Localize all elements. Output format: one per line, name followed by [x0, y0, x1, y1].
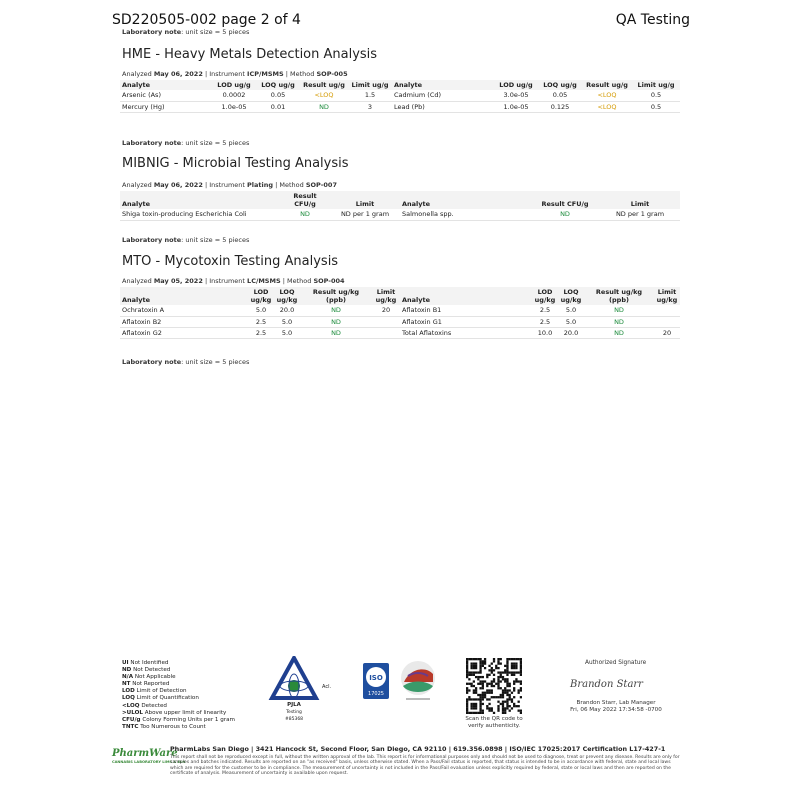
hme-analyzed-label: Analyzed [122, 70, 152, 78]
legend-item: CFU/g Colony Forming Units per 1 gram [122, 716, 235, 723]
mibnig-method: SOP-007 [305, 181, 337, 189]
lab-note-text: : unit size = 5 pieces [181, 358, 250, 366]
table-cell: 2.5 [255, 317, 267, 326]
table-cell: Ochratoxin A [122, 306, 165, 315]
mto-analyzed [122, 277, 345, 285]
pharmware-logo [112, 748, 186, 778]
table-row [120, 209, 680, 220]
legend-item: >ULOL Above upper limit of linearity [122, 709, 227, 716]
mibnig-header-row [120, 191, 680, 209]
table-header: LOQ ug/kg [276, 288, 298, 304]
table-cell: 1.5 [364, 91, 376, 100]
table-header: Analyte [394, 81, 423, 89]
table-row [120, 90, 680, 101]
lab-note-text: : unit size = 5 pieces [181, 139, 250, 147]
mto-method: SOP-004 [313, 277, 345, 285]
iso-badge [362, 662, 390, 700]
result-cell: ND [331, 317, 341, 326]
mto-analyzed-date: May 05, 2022 [153, 277, 203, 285]
pjla-logo [268, 656, 348, 724]
table-cell: 3 [367, 102, 373, 111]
mibnig-instrument: Plating [247, 181, 274, 189]
table-cell: 5.0 [565, 306, 577, 315]
table-header: Limit ug/g [637, 81, 675, 89]
table-header: Result ug/kg (ppb) [312, 288, 360, 304]
table-cell: 1.0e-05 [503, 102, 529, 111]
lab-note-label: Laboratory note [122, 28, 182, 36]
table-header: LOD ug/kg [534, 288, 556, 304]
table-header: Analyte [122, 200, 151, 208]
table-cell: 0.125 [550, 102, 570, 111]
table-cell: 0.05 [552, 91, 568, 100]
hme-method-label: | Method [285, 70, 315, 78]
table-cell: 5.0 [281, 317, 293, 326]
mibnig-analyzed-date: May 06, 2022 [153, 181, 203, 189]
legend-item: TNTC Too Numerous to Count [122, 723, 206, 730]
mibnig-method-label: | Method [275, 181, 304, 189]
signature-image: Brandon Starr [570, 679, 643, 690]
legend-item: <LOQ Detected [122, 702, 167, 709]
lab-note-text: : unit size = 5 pieces [181, 236, 250, 244]
table-cell: Aflatoxin G2 [122, 328, 162, 337]
iso-number: 17025 [368, 691, 384, 697]
legend-item: LOQ Limit of Quantification [122, 695, 199, 702]
table-header: Limit [630, 200, 650, 208]
result-cell: <LOQ [597, 91, 617, 100]
table-cell: 0.0002 [222, 91, 246, 100]
table-header: Result CFU/g [541, 200, 589, 208]
table-cell: ND per 1 gram [340, 210, 390, 219]
table-cell: 3.0e-05 [503, 91, 529, 100]
signature-label: Authorized Signature [585, 660, 647, 666]
table-cell [654, 316, 680, 327]
lab-note-label: Laboratory note [122, 236, 182, 244]
hme-table [120, 80, 680, 113]
table-cell: Salmonella spp. [402, 210, 454, 219]
table-cell: 10.0 [537, 328, 553, 337]
table-header: Analyte [122, 296, 151, 304]
mibnig-title: MIBNIG - Microbial Testing Analysis [122, 156, 349, 171]
mto-method-label: | Method [282, 277, 312, 285]
table-cell: ND per 1 gram [615, 210, 665, 219]
table-cell: Aflatoxin B2 [122, 317, 162, 326]
table-cell: 2.5 [255, 328, 267, 337]
hme-analyzed-date: May 06, 2022 [153, 70, 203, 78]
abbreviation-legend [122, 660, 247, 731]
table-cell: 5.0 [565, 317, 577, 326]
table-cell [372, 316, 400, 327]
table-row [120, 305, 680, 316]
table-cell: Aflatoxin B1 [402, 306, 442, 315]
signer-title: Brandon Starr, Lab Manager [576, 700, 656, 706]
table-header: LOD ug/g [217, 81, 251, 89]
table-cell: Cadmium (Cd) [394, 91, 442, 100]
table-cell: 5.0 [281, 328, 293, 337]
mibnig-table [120, 191, 680, 221]
pjla-name: PJLA [287, 702, 301, 708]
table-header: Analyte [402, 200, 431, 208]
lab-note [122, 139, 249, 147]
table-row [120, 101, 680, 112]
table-header: Result ug/kg (ppb) [595, 288, 643, 304]
pharmware-logo-text: PharmWare [112, 748, 178, 759]
table-header: Result ug/g [586, 81, 628, 89]
result-cell: ND [331, 328, 341, 337]
legend-item: LOD Limit of Detection [122, 688, 187, 695]
pjla-testing: Testing [286, 710, 302, 715]
table-cell: 1.0e-05 [221, 102, 247, 111]
lab-note [122, 28, 249, 36]
legend-item: N/A Not Applicable [122, 674, 176, 681]
hme-instrument-label: | Instrument [204, 70, 245, 78]
table-cell: 20.0 [279, 306, 295, 315]
signed-date: Fri, 06 May 2022 17:34:58 -0700 [570, 707, 662, 713]
table-cell: 2.5 [539, 306, 551, 315]
pjla-acl-text: Acl. [322, 684, 332, 690]
table-cell: 20.0 [563, 328, 579, 337]
hme-title: HME - Heavy Metals Detection Analysis [122, 47, 378, 62]
table-cell: 20 [662, 328, 672, 337]
mto-title: MTO - Mycotoxin Testing Analysis [122, 254, 339, 269]
table-row [120, 316, 680, 327]
table-cell: Mercury (Hg) [122, 102, 165, 111]
table-row [120, 327, 680, 338]
mto-table [120, 287, 680, 339]
result-cell: ND [331, 306, 341, 315]
table-header: Analyte [402, 296, 431, 304]
iso-text: ISO [369, 674, 383, 682]
lab-note-label: Laboratory note [122, 139, 182, 147]
legend-item: NT Not Reported [122, 681, 170, 688]
result-cell: ND [614, 306, 624, 315]
table-cell: 0.01 [270, 102, 286, 111]
qr-caption: Scan the QR code to verify authenticity. [465, 716, 523, 729]
table-header: LOD ug/g [499, 81, 533, 89]
hme-header-row [120, 80, 680, 90]
result-cell: <LOQ [597, 102, 617, 111]
table-cell: Lead (Pb) [394, 102, 425, 111]
table-cell: 5.0 [255, 306, 267, 315]
lab-note-label: Laboratory note [122, 358, 182, 366]
table-header: Result ug/g [303, 81, 345, 89]
hme-method: SOP-005 [316, 70, 348, 78]
pjla-number: #85368 [284, 717, 304, 722]
table-header: LOD ug/kg [250, 288, 272, 304]
table-cell [372, 327, 400, 338]
result-cell: ND [300, 210, 310, 219]
result-cell: ND [560, 210, 570, 219]
result-cell: ND [614, 328, 624, 337]
qr-code[interactable] [466, 658, 522, 714]
table-cell: 0.5 [650, 102, 662, 111]
table-header: Limit ug/g [351, 81, 389, 89]
mto-analyzed-label: Analyzed [122, 277, 152, 285]
hme-analyzed [122, 70, 348, 78]
seal-logo [400, 660, 436, 702]
table-header: LOQ ug/kg [560, 288, 582, 304]
result-cell: <LOQ [314, 91, 334, 100]
table-header: LOQ ug/g [261, 81, 295, 89]
client-name: QA Testing [615, 12, 690, 28]
table-header: Limit [355, 200, 375, 208]
footer-disclaimer: This report shall not be reproduced except in full, without the written approval of the lab. This report is for informational purposes only and should not be used to diagnose, treat or prevent any disease. Results are only for samples and batches indicated. Results are reported on an "as received" basis, unless otherwise stated. When a Pass/Fail status is reported, that status is intended to be in accordance with federal, state and local laws which are required for the customer to be in compliance. The measurement of uncertainty is not included in the Pass/Fail evaluation unless explicitly required by federal, state or local laws and then are reported on the certificate of analysis. Measurement of uncertainty is available upon request. [170, 755, 680, 777]
report-id: SD220505-002 page 2 of 4 [112, 12, 301, 28]
table-cell: 2.5 [539, 317, 551, 326]
table-cell: Arsenic (As) [122, 91, 161, 100]
table-header: Result CFU/g [293, 192, 317, 208]
table-header: Analyte [122, 81, 151, 89]
table-cell [654, 305, 680, 316]
table-header: Limit ug/kg [375, 288, 397, 304]
result-cell: ND [614, 317, 624, 326]
mibnig-analyzed [122, 181, 337, 189]
signature-details [566, 700, 666, 714]
lab-note-text: : unit size = 5 pieces [181, 28, 250, 36]
table-cell: 20 [381, 306, 391, 315]
table-cell: Aflatoxin G1 [402, 317, 442, 326]
result-cell: ND [319, 102, 329, 111]
table-header: Limit ug/kg [656, 288, 678, 304]
mibnig-instrument-label: | Instrument [204, 181, 245, 189]
legend-item: ND Not Detected [122, 667, 171, 674]
mibnig-analyzed-label: Analyzed [122, 181, 152, 189]
table-cell: 0.5 [650, 91, 662, 100]
legend-item: UI Not Identified [122, 660, 169, 666]
mto-instrument-label: | Instrument [204, 277, 245, 285]
pharmware-logo-subtext: CANNABIS LABORATORY LIMS & ELN [112, 760, 186, 764]
mto-header-row [120, 287, 680, 305]
table-cell: Total Aflatoxins [402, 328, 452, 337]
table-cell: Shiga toxin-producing Escherichia Coli [122, 210, 247, 219]
footer-address: PharmLabs San Diego | 3421 Hancock St, Second Floor, San Diego, CA 92110 | 619.356.0898 | ISO/IEC 17025:2017 Certification L17-427-1 [170, 745, 666, 753]
table-header: LOQ ug/g [543, 81, 577, 89]
table-cell: 0.05 [270, 91, 286, 100]
mto-instrument: LC/MSMS [247, 277, 281, 285]
hme-instrument: ICP/MSMS [247, 70, 284, 78]
lab-note [122, 236, 249, 244]
lab-note [122, 358, 249, 366]
